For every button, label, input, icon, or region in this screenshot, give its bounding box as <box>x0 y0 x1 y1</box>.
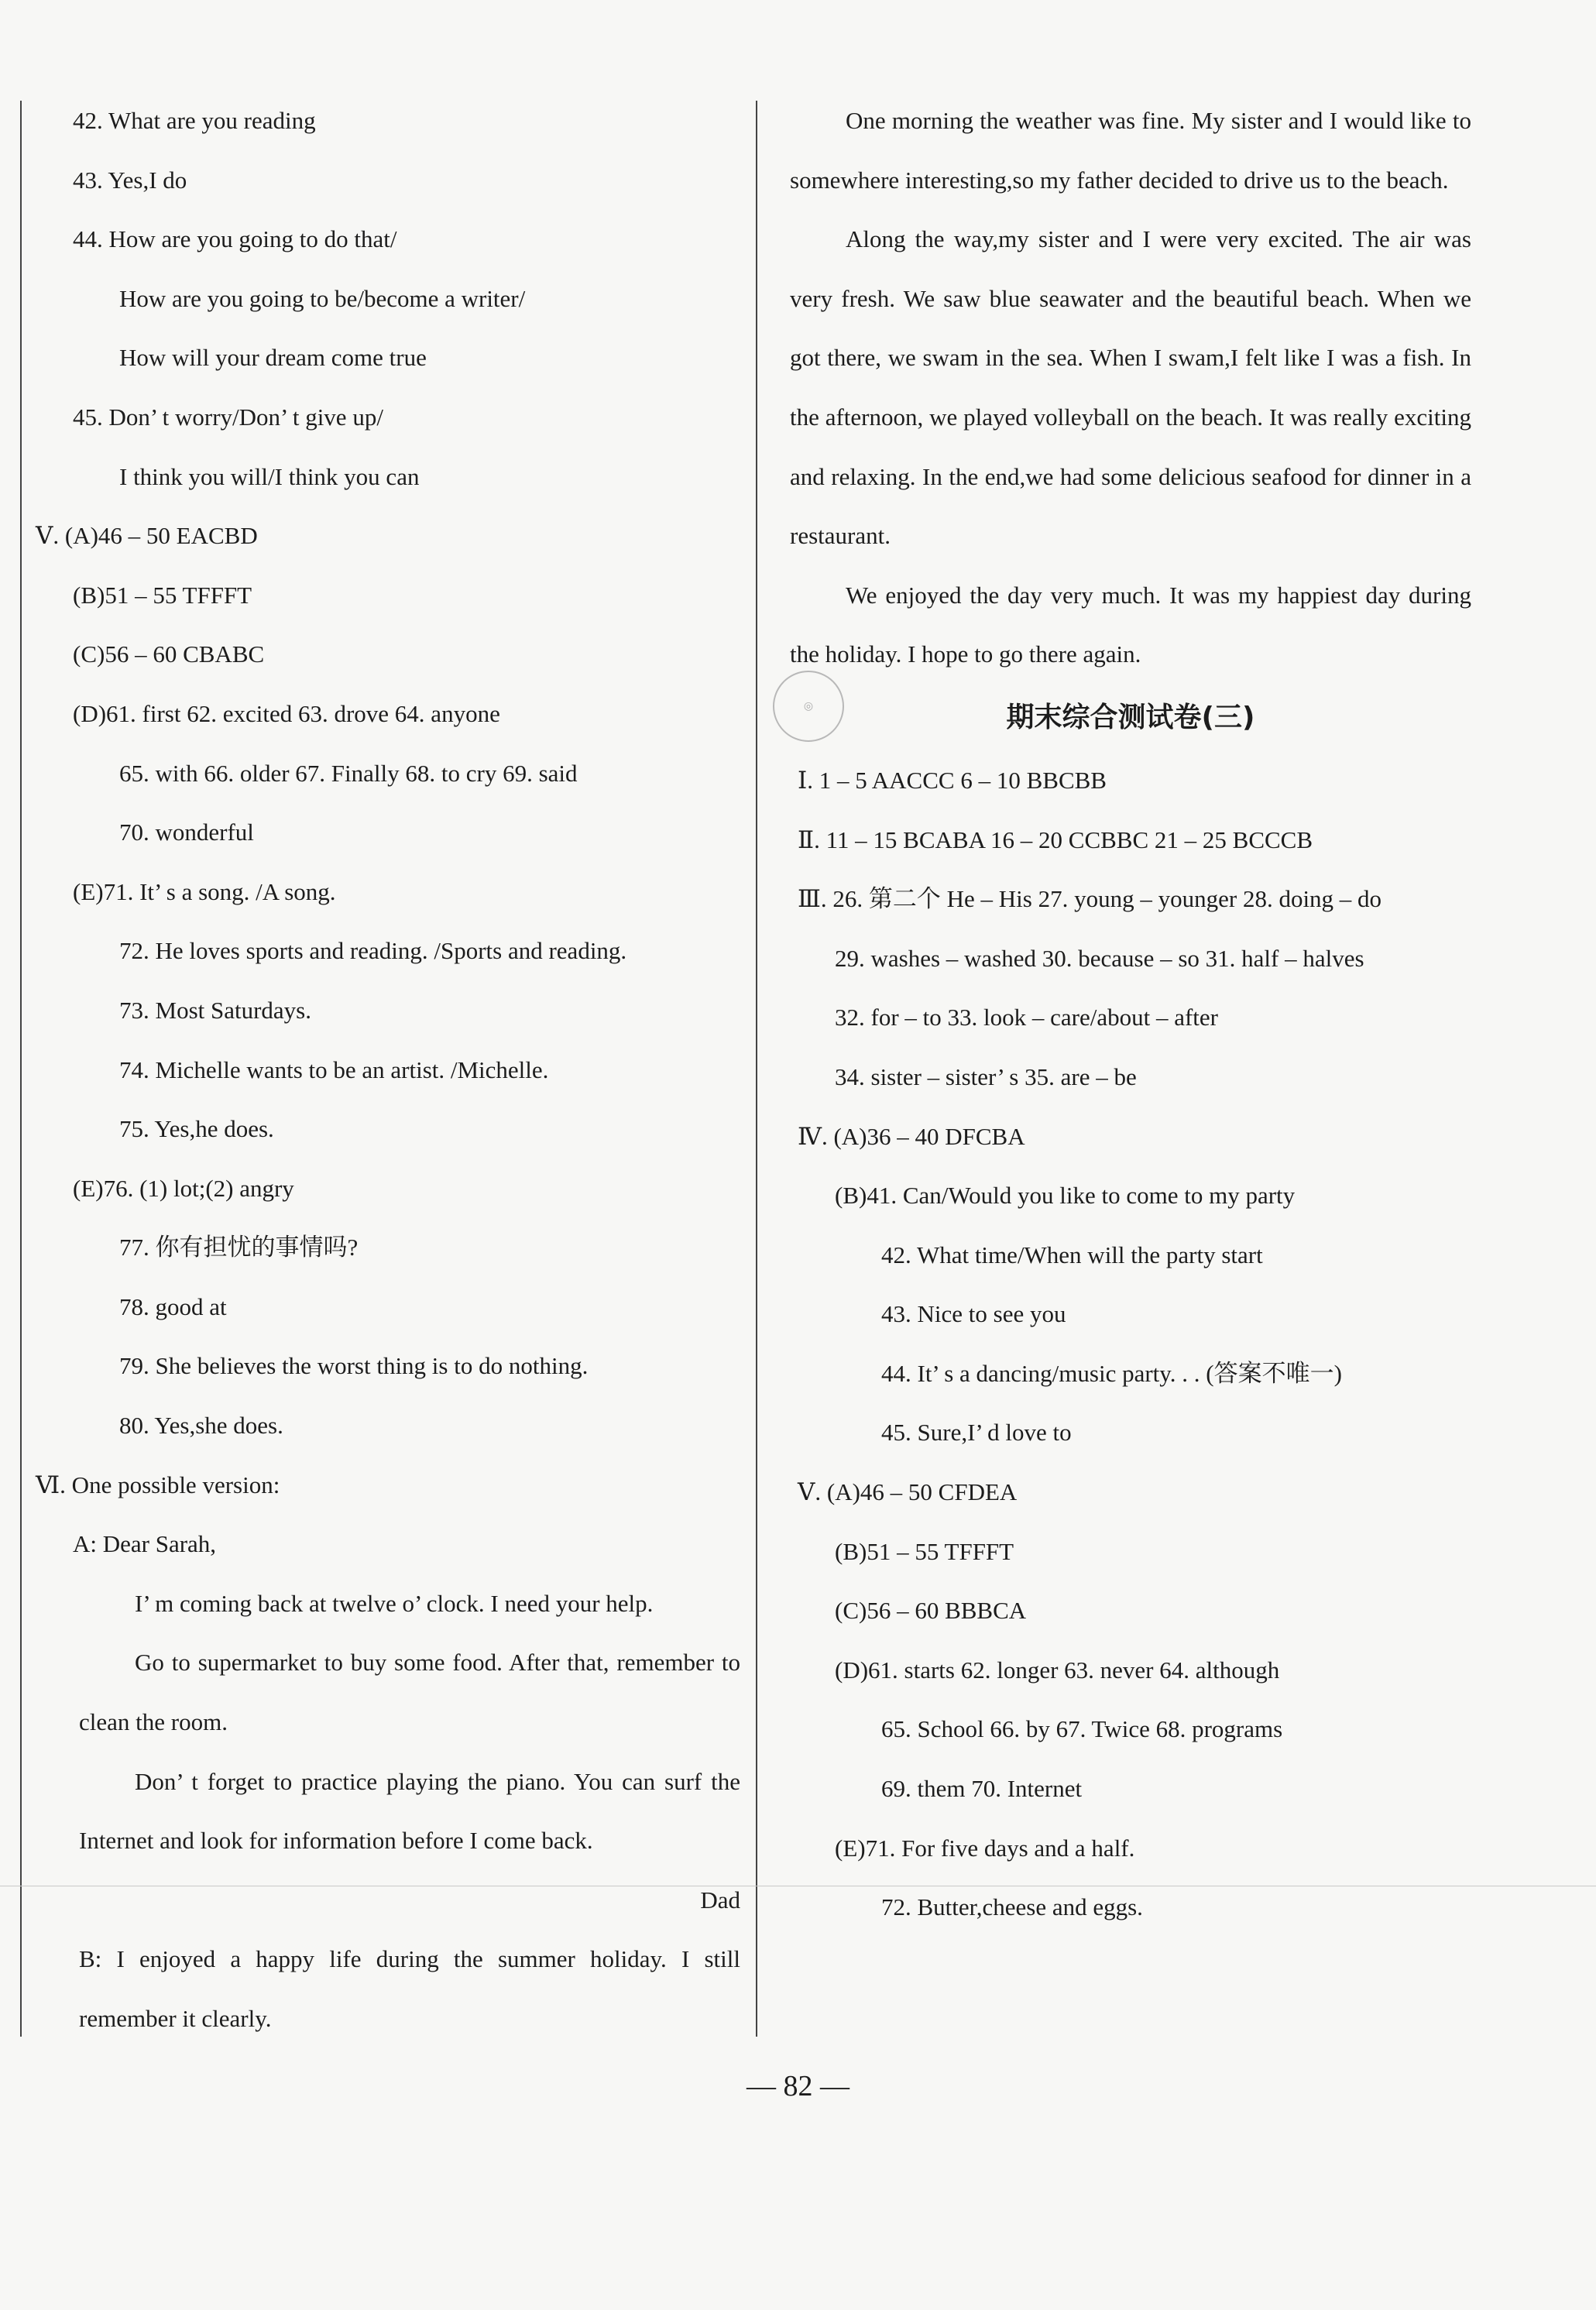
answer-line: 77. 你有担忧的事情吗? <box>119 1234 359 1261</box>
section-heading: Ⅳ. (A)36 – 40 DFCBA <box>798 1122 1025 1150</box>
answer-line: 73. Most Saturdays. <box>119 996 311 1024</box>
answer-line: 75. Yes,he does. <box>119 1115 274 1143</box>
section-title: 期末综合测试卷(三) <box>1006 701 1255 733</box>
answer-line: (C)56 – 60 BBBCA <box>835 1597 1027 1625</box>
essay-paragraph: Along the way,my sister and I were very excited. The air was very fresh. We saw blue seawater and the beautiful beach. When we got there, we swam in the sea. When I swam,I felt like I was a fish. In the afternoon, we played volleyball on the beach. It was really exciting and relaxing. In the end,we had some delicious seafood for dinner in a restaurant. <box>790 225 1471 550</box>
answer-line: 65. School 66. by 67. Twice 68. programs <box>881 1715 1283 1743</box>
section-heading: Ⅱ. 11 – 15 BCABA 16 – 20 CCBBC 21 – 25 BCCCB <box>798 825 1313 853</box>
letter-salutation: A: Dear Sarah, <box>73 1530 217 1558</box>
answer-line: 69. them 70. Internet <box>881 1775 1083 1803</box>
answer-line: 78. good at <box>119 1292 227 1320</box>
section-heading: Ⅴ. (A)46 – 50 EACBD <box>36 522 258 550</box>
answer-line: 42. What time/When will the party start <box>881 1241 1263 1268</box>
answer-line: (E)71. For five days and a half. <box>835 1834 1135 1862</box>
answer-line: 80. Yes,she does. <box>119 1412 283 1440</box>
answer-line: 43. Yes,I do <box>73 166 187 194</box>
right-column <box>790 91 1471 1938</box>
answer-line: (C)56 – 60 CBABC <box>73 640 265 668</box>
answer-line: 44. How are you going to do that/ <box>73 225 397 253</box>
answer-line: 45. Sure,I’ d love to <box>881 1419 1072 1447</box>
left-margin-rule <box>20 101 22 2037</box>
answer-line: 74. Michelle wants to be an artist. /Michelle. <box>119 1055 549 1083</box>
answer-line: 32. for – to 33. look – care/about – after <box>835 1004 1218 1031</box>
answer-line: (D)61. first 62. excited 63. drove 64. anyone <box>73 699 500 727</box>
answer-line: (B)41. Can/Would you like to come to my party <box>835 1182 1296 1210</box>
letter-paragraph: Go to supermarket to buy some food. After that, remember to clean the room. <box>79 1649 740 1736</box>
answer-line: (B)51 – 55 TFFFT <box>835 1537 1014 1565</box>
answer-line: 34. sister – sister’ s 35. are – be <box>835 1062 1137 1090</box>
answer-line: I think you will/I think you can <box>119 462 420 490</box>
section-heading: Ⅰ. 1 – 5 AACCC 6 – 10 BBCBB <box>798 766 1107 794</box>
essay-paragraph: One morning the weather was fine. My sister and I would like to somewhere interesting,so my father decided to drive us to the beach. <box>790 107 1471 194</box>
answer-line: 79. She believes the worst thing is to do nothing. <box>119 1352 589 1380</box>
answer-line: (D)61. starts 62. longer 63. never 64. although <box>835 1656 1280 1684</box>
answer-line: 43. Nice to see you <box>881 1300 1066 1328</box>
answer-line: 44. It’ s a dancing/music party. . . (答案不唯一) <box>881 1359 1342 1387</box>
answer-line: 45. Don’ t worry/Don’ t give up/ <box>73 403 383 431</box>
letter-paragraph: Don’ t forget to practice playing the piano. You can surf the Internet and look for information before I come back. <box>79 1767 740 1855</box>
essay-opening: B: I enjoyed a happy life during the summer holiday. I still remember it clearly. <box>79 1945 740 2032</box>
answer-line: How will your dream come true <box>119 344 427 372</box>
letter-paragraph: I’ m coming back at twelve o’ clock. I need your help. <box>135 1589 654 1617</box>
section-heading: Ⅴ. (A)46 – 50 CFDEA <box>798 1478 1018 1506</box>
section-heading: Ⅵ. One possible version: <box>36 1471 280 1498</box>
answer-line: 42. What are you reading <box>73 107 316 134</box>
letter-body <box>28 1574 740 1931</box>
answer-line: (B)51 – 55 TFFFT <box>73 581 252 609</box>
answer-line: 72. He loves sports and reading. /Sports and reading. <box>119 937 627 965</box>
answer-line: 70. wonderful <box>119 819 254 846</box>
section-heading: Ⅲ. 26. 第二个 He – His 27. young – younger 28. doing – do <box>798 885 1382 913</box>
watermark-stamp-icon: ◎ <box>773 671 844 742</box>
letter-signature: Dad <box>700 1886 740 1914</box>
answer-line: 65. with 66. older 67. Finally 68. to cry 69. said <box>119 759 578 787</box>
page-number: — 82 — <box>747 2070 849 2102</box>
column-divider <box>756 101 757 2037</box>
left-column <box>28 91 740 2049</box>
answer-line: How are you going to be/become a writer/ <box>119 284 526 312</box>
answer-line: (E)76. (1) lot;(2) angry <box>73 1174 294 1202</box>
essay-paragraph: We enjoyed the day very much. It was my happiest day during the holiday. I hope to go there again. <box>790 581 1471 668</box>
answer-line: (E)71. It’ s a song. /A song. <box>73 877 336 905</box>
answer-line: 72. Butter,cheese and eggs. <box>881 1893 1143 1921</box>
answer-line: 29. washes – washed 30. because – so 31. half – halves <box>835 944 1364 972</box>
